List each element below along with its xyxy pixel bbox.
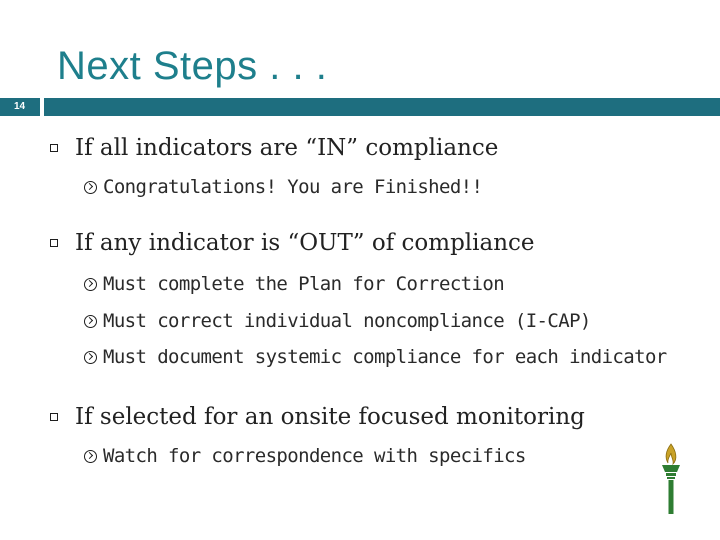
square-bullet-icon: [50, 413, 58, 421]
circled-chevron-bullet-icon: [84, 278, 97, 291]
circled-chevron-bullet-icon: [84, 351, 97, 364]
bullet-item: [50, 404, 585, 430]
bullet-text: If all indicators are “IN” compliance: [75, 135, 499, 161]
bullet-item: [50, 230, 535, 256]
circled-chevron-bullet-icon: [84, 315, 97, 328]
slide-number-badge: [0, 98, 40, 116]
bullet-text: If any indicator is “OUT” of compliance: [75, 230, 535, 256]
slide-number: 14: [14, 101, 26, 112]
circled-chevron-bullet-icon: [84, 450, 97, 463]
square-bullet-icon: [50, 144, 58, 152]
bullet-text: If selected for an onsite focused monitoring: [75, 404, 585, 430]
slide-title: Next Steps . . .: [57, 44, 328, 88]
sub-bullet-item: [84, 445, 526, 467]
bullet-item: [50, 135, 498, 161]
sub-bullet-text: Must complete the Plan for Correction: [103, 273, 505, 295]
sub-bullet-item: [84, 310, 591, 332]
sub-bullet-text: Must correct individual noncompliance (I-CAP): [103, 310, 591, 332]
sub-bullet-item: [84, 346, 667, 368]
sub-bullet-text: Must document systemic compliance for each indicator: [103, 346, 667, 368]
torch-icon: [656, 442, 686, 516]
sub-bullet-item: [84, 176, 482, 198]
sub-bullet-text: Congratulations! You are Finished!!: [103, 176, 483, 198]
square-bullet-icon: [50, 239, 58, 247]
sub-bullet-item: [84, 273, 504, 295]
circled-chevron-bullet-icon: [84, 181, 97, 194]
title-divider-bar: [44, 98, 720, 116]
sub-bullet-text: Watch for correspondence with specifics: [103, 445, 526, 467]
